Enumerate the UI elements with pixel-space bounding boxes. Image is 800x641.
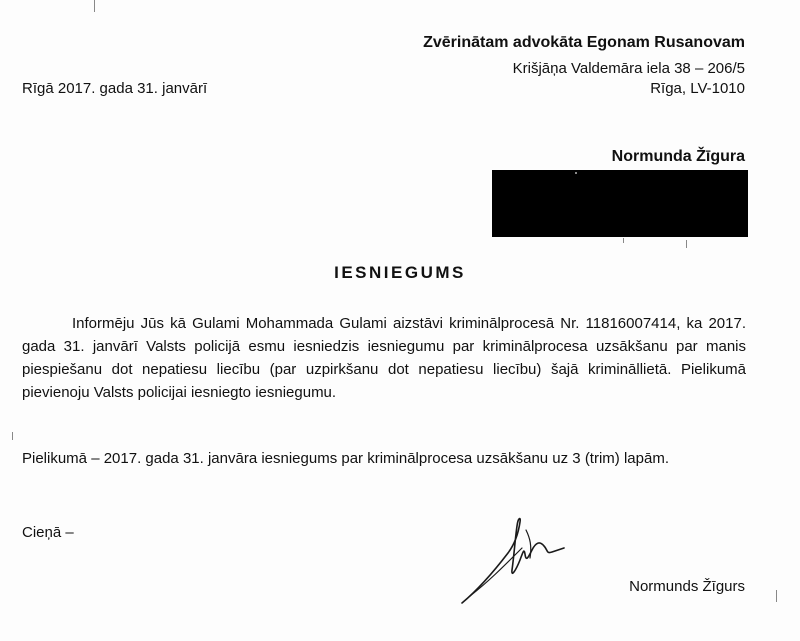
closing-salutation: Cieņā – <box>22 524 74 541</box>
scan-artifact <box>686 240 687 248</box>
redaction-block <box>492 170 748 237</box>
scan-artifact <box>12 432 13 440</box>
signer-name: Normunds Žīgurs <box>629 578 745 595</box>
recipient-name: Zvērinātam advokāta Egonam Rusanovam <box>423 34 745 51</box>
attachment-note: Pielikumā – 2017. gada 31. janvāra iesniegums par kriminālprocesa uzsākšanu uz 3 (trim) lapām. <box>22 450 669 467</box>
scan-artifact <box>623 238 624 243</box>
scan-artifact <box>776 590 777 602</box>
sender-name: Normunda Žīgura <box>611 148 745 165</box>
handwritten-signature <box>460 508 580 608</box>
recipient-city: Rīga, LV-1010 <box>650 80 745 97</box>
scan-artifact <box>94 0 95 12</box>
scan-artifact <box>575 172 577 174</box>
place-date: Rīgā 2017. gada 31. janvārī <box>22 80 208 97</box>
document-title: IESNIEGUMS <box>334 263 466 282</box>
recipient-address: Krišjāņa Valdemāra iela 38 – 206/5 <box>512 60 745 77</box>
body-paragraph: Informēju Jūs kā Gulami Mohammada Gulami aizstāvi kriminālprocesā Nr. 11816007414, ka 2017. gada 31. janvārī Valsts policijā esmu iesniedzis iesniegumu par kriminālprocesa uzsākšanu par manis piespiešanu dot nepatiesu liecību (par uzpirkšanu dot nepatiesu liecību) šajā krimināllietā. Pielikumā pievienoju Valsts policijai iesniegto iesniegumu. <box>22 315 746 401</box>
